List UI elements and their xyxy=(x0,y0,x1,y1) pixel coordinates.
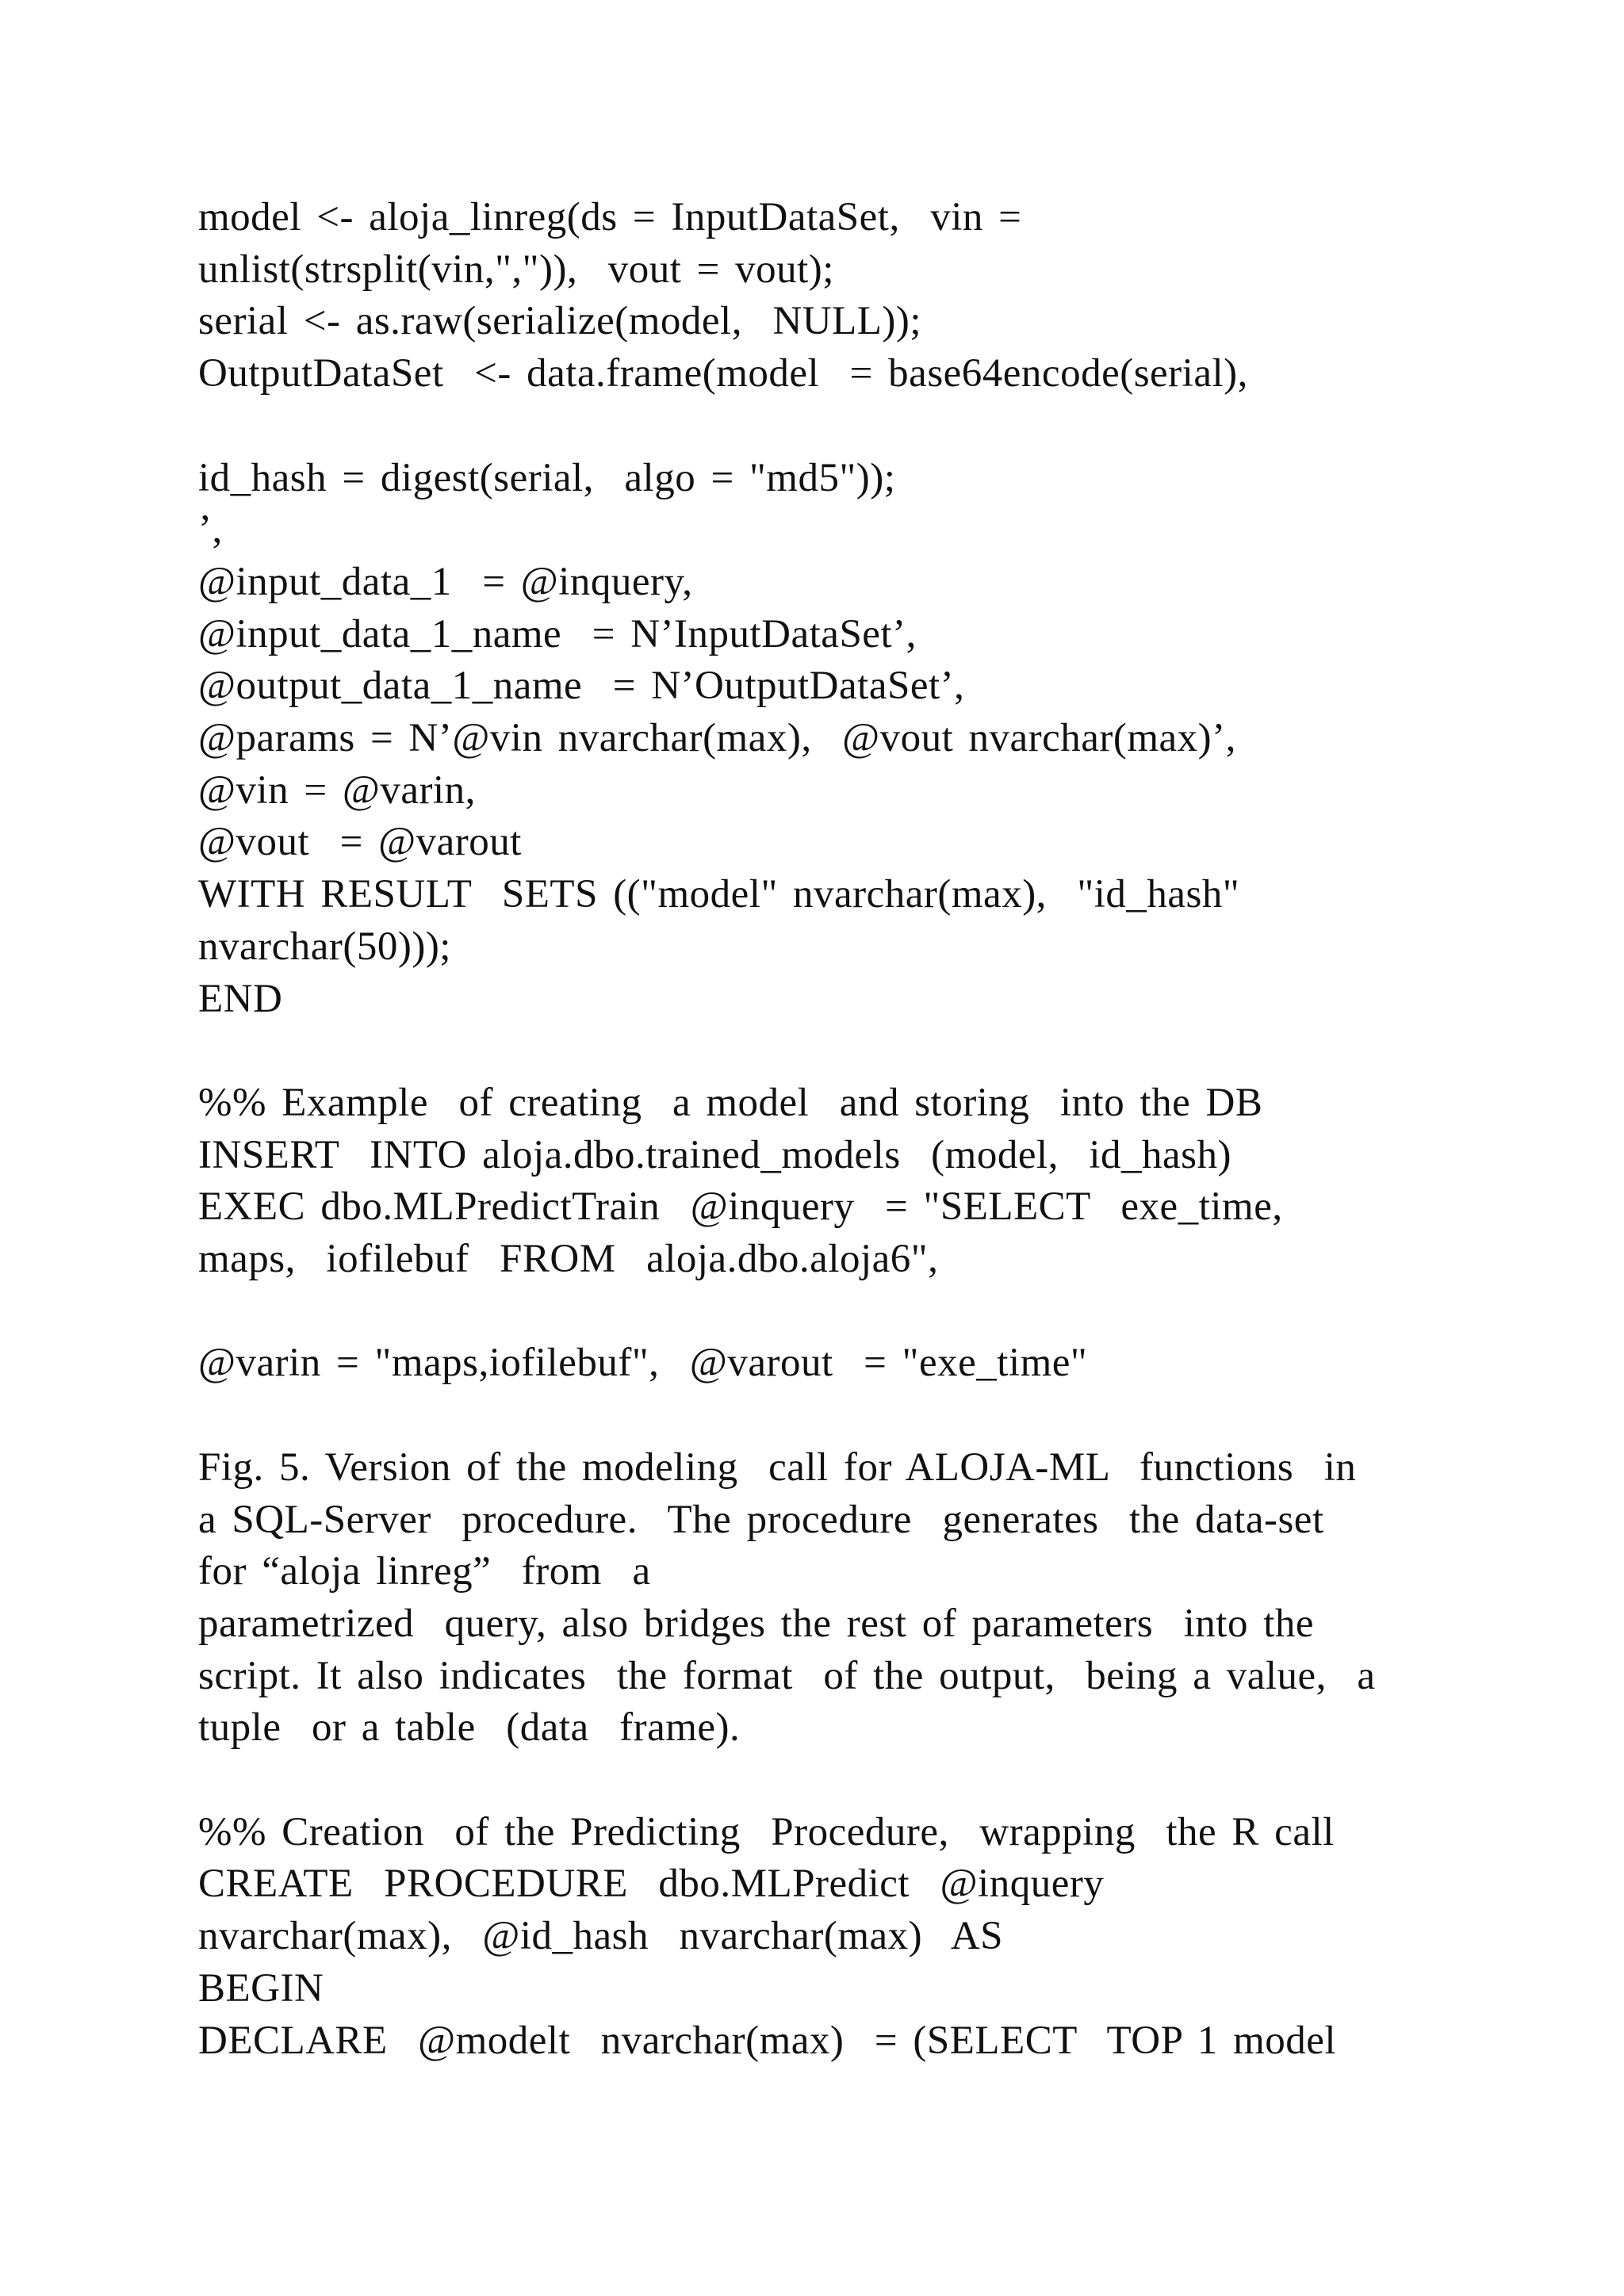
text-line: OutputDataSet <- data.frame(model = base64encode(serial), xyxy=(198,351,1248,396)
text-line: nvarchar(max), @id_hash nvarchar(max) AS xyxy=(198,1914,1004,1959)
text-line: ’, xyxy=(198,507,223,553)
blank-line xyxy=(198,1390,1467,1442)
figure-caption-line: for “aloja linreg” from a xyxy=(198,1549,651,1594)
figure-caption-line: script. It also indicates the format of the output, being a value, a xyxy=(198,1653,1376,1698)
text-line: id_hash = digest(serial, algo = "md5")); xyxy=(198,455,896,500)
text-line: @input_data_1_name = N’InputDataSet’, xyxy=(198,611,917,656)
text-line: serial <- as.raw(serialize(model, NULL)); xyxy=(198,299,922,344)
text-line: @params = N’@vin nvarchar(max), @vout nvarchar(max)’, xyxy=(198,716,1236,761)
text-line: unlist(strsplit(vin,",")), vout = vout); xyxy=(198,247,834,292)
document-body xyxy=(198,192,1467,2067)
text-line: @input_data_1 = @inquery, xyxy=(198,559,693,604)
blank-line xyxy=(198,1755,1467,1807)
text-line: %% Example of creating a model and storing into the DB xyxy=(198,1080,1263,1125)
text-line: model <- aloja_linreg(ds = InputDataSet, vin = xyxy=(198,195,1022,239)
text-line: @vin = @varin, xyxy=(198,767,476,813)
figure-caption-line: Fig. 5. Version of the modeling call for ALOJA-ML functions in xyxy=(198,1445,1357,1490)
text-line: @vout = @varout xyxy=(198,820,522,865)
blank-line xyxy=(198,1286,1467,1338)
figure-caption-line: a SQL-Server procedure. The procedure generates the data-set xyxy=(198,1497,1324,1542)
text-line: END xyxy=(198,976,283,1021)
text-line: BEGIN xyxy=(198,1965,324,2011)
text-line: @output_data_1_name = N’OutputDataSet’, xyxy=(198,664,965,709)
text-line: maps, iofilebuf FROM aloja.dbo.aloja6", xyxy=(198,1237,939,1282)
text-line: %% Creation of the Predicting Procedure, wrapping the R call xyxy=(198,1809,1335,1854)
text-line: WITH RESULT SETS (("model" nvarchar(max), "id_hash" xyxy=(198,872,1240,917)
text-line: INSERT INTO aloja.dbo.trained_models (model, id_hash) xyxy=(198,1132,1232,1177)
text-line: CREATE PROCEDURE dbo.MLPredict @inquery xyxy=(198,1862,1105,1907)
blank-line xyxy=(198,1025,1467,1077)
text-line: nvarchar(50))); xyxy=(198,924,451,969)
figure-caption-line: parametrized query, also bridges the rest of parameters into the xyxy=(198,1601,1315,1646)
blank-line xyxy=(198,400,1467,453)
text-line: DECLARE @modelt nvarchar(max) = (SELECT TOP 1 model xyxy=(198,2018,1337,2063)
text-line: EXEC dbo.MLPredictTrain @inquery = "SELECT exe_time, xyxy=(198,1184,1283,1230)
text-line: @varin = "maps,iofilebuf", @varout = "exe_time" xyxy=(198,1341,1088,1386)
figure-caption-line: tuple or a table (data frame). xyxy=(198,1705,741,1751)
